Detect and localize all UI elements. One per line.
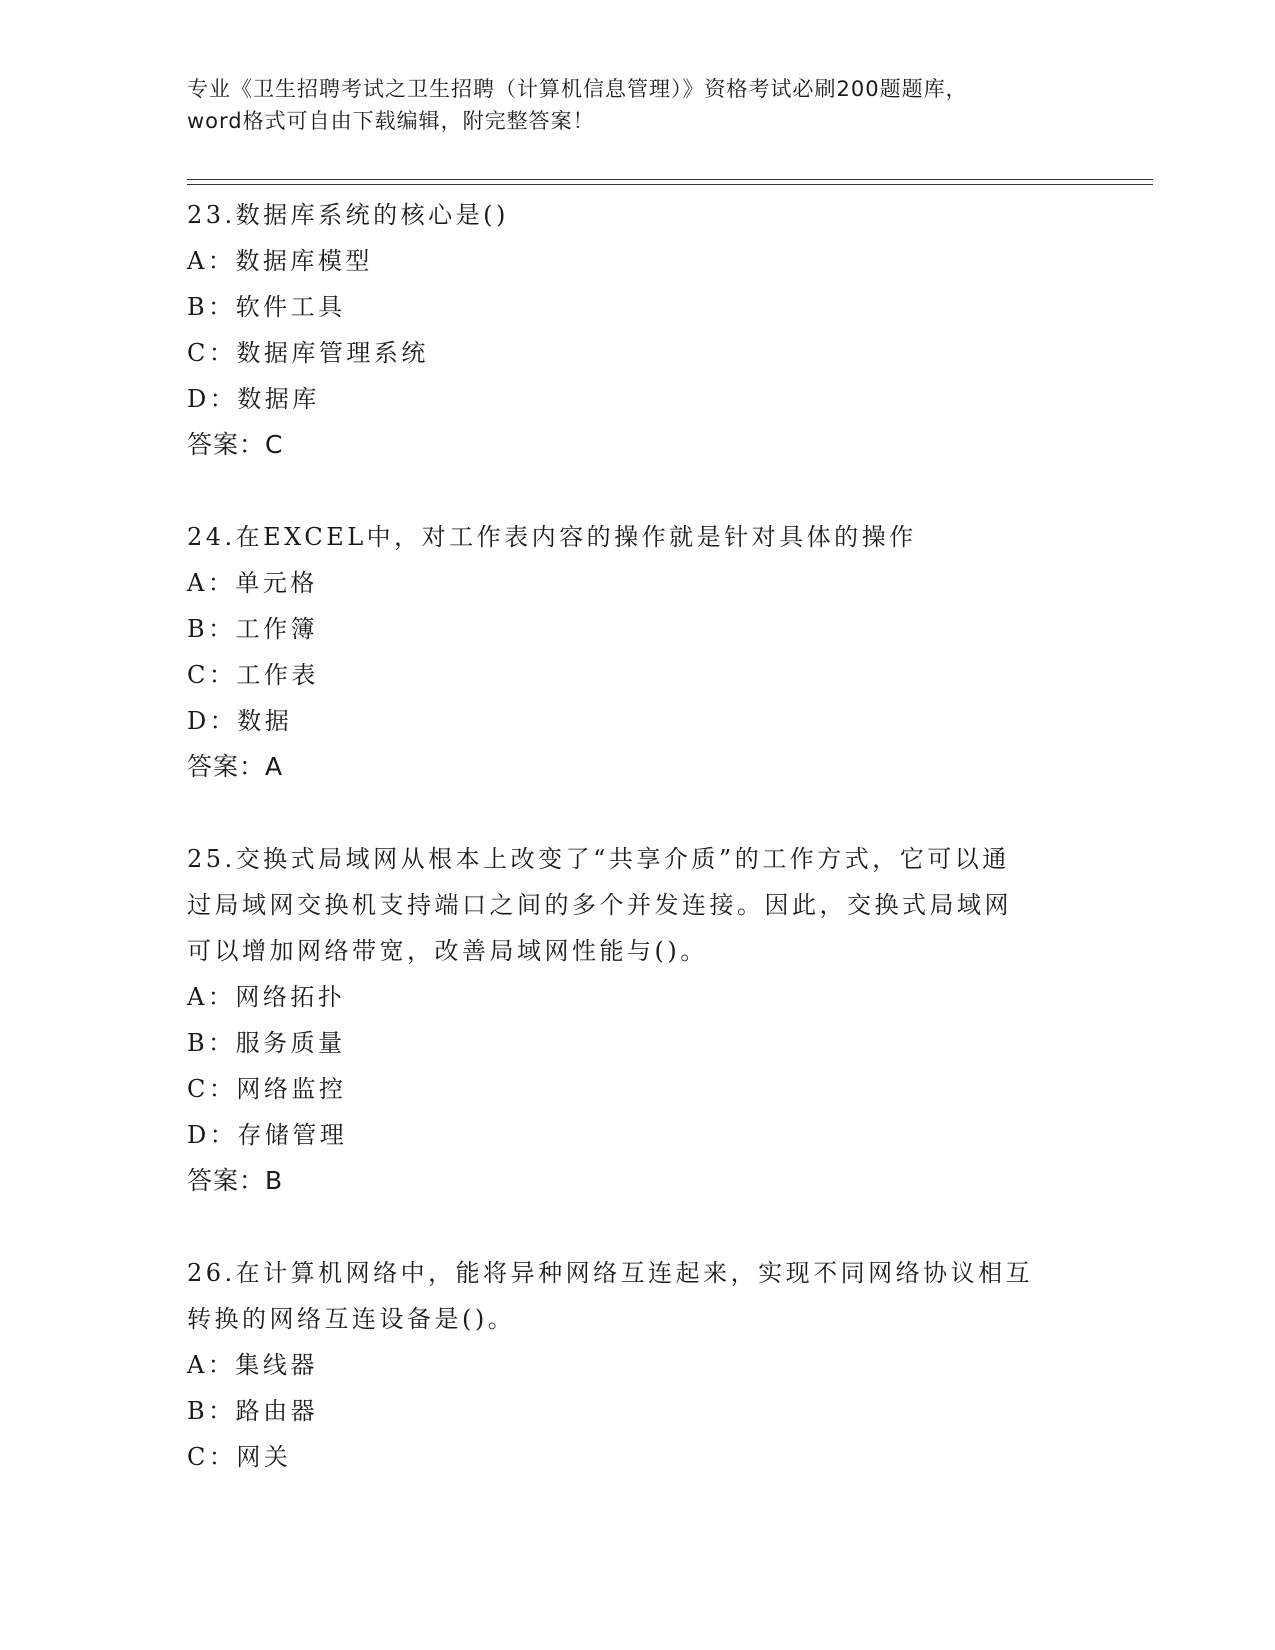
question-stem-line-1: 25.交换式局域网从根本上改变了“共享介质”的工作方式，它可以通 (187, 845, 1010, 873)
header-divider-top (187, 179, 1153, 180)
question-stem: 23.数据库系统的核心是() (187, 201, 509, 229)
option-b: B：路由器 (187, 1397, 319, 1425)
option-c: C：网关 (187, 1443, 292, 1471)
answer-line: 答案：B (187, 1166, 284, 1195)
option-c: C：工作表 (187, 661, 319, 689)
question-stem-line-1: 26.在计算机网络中，能将异种网络互连起来，实现不同网络协议相互 (187, 1259, 1034, 1287)
option-a: A：数据库模型 (187, 247, 373, 275)
question-stem: 24.在EXCEL中，对工作表内容的操作就是针对具体的操作 (187, 523, 917, 551)
document-header (187, 73, 1087, 137)
question-24 (187, 514, 1087, 790)
option-a: A：单元格 (187, 569, 318, 597)
question-stem-line-2: 过局域网交换机支持端口之间的多个并发连接。因此，交换式局域网 (187, 891, 1012, 919)
question-23 (187, 192, 1087, 468)
question-stem-line-2: 转换的网络互连设备是()。 (187, 1305, 516, 1333)
question-26 (187, 1250, 1087, 1480)
option-a: A：网络拓扑 (187, 983, 346, 1011)
option-c: C：网络监控 (187, 1075, 347, 1103)
answer-line: 答案：A (187, 752, 284, 781)
option-c: C：数据库管理系统 (187, 339, 429, 367)
option-b: B：工作簿 (187, 615, 319, 643)
header-line-1: 专业《卫生招聘考试之卫生招聘（计算机信息管理）》资格考试必刷200题题库， (187, 77, 968, 101)
option-d: D：存储管理 (187, 1121, 348, 1149)
header-line-2: word格式可自由下载编辑，附完整答案！ (187, 109, 595, 133)
option-d: D：数据 (187, 707, 293, 735)
question-stem-line-3: 可以增加网络带宽，改善局域网性能与()。 (187, 937, 708, 965)
header-divider-bottom (187, 184, 1153, 185)
question-25 (187, 836, 1087, 1204)
option-b: B：服务质量 (187, 1029, 346, 1057)
option-a: A：集线器 (187, 1351, 318, 1379)
answer-line: 答案：C (187, 430, 284, 459)
option-d: D：数据库 (187, 385, 320, 413)
question-list (187, 192, 1087, 1526)
option-b: B：软件工具 (187, 293, 346, 321)
